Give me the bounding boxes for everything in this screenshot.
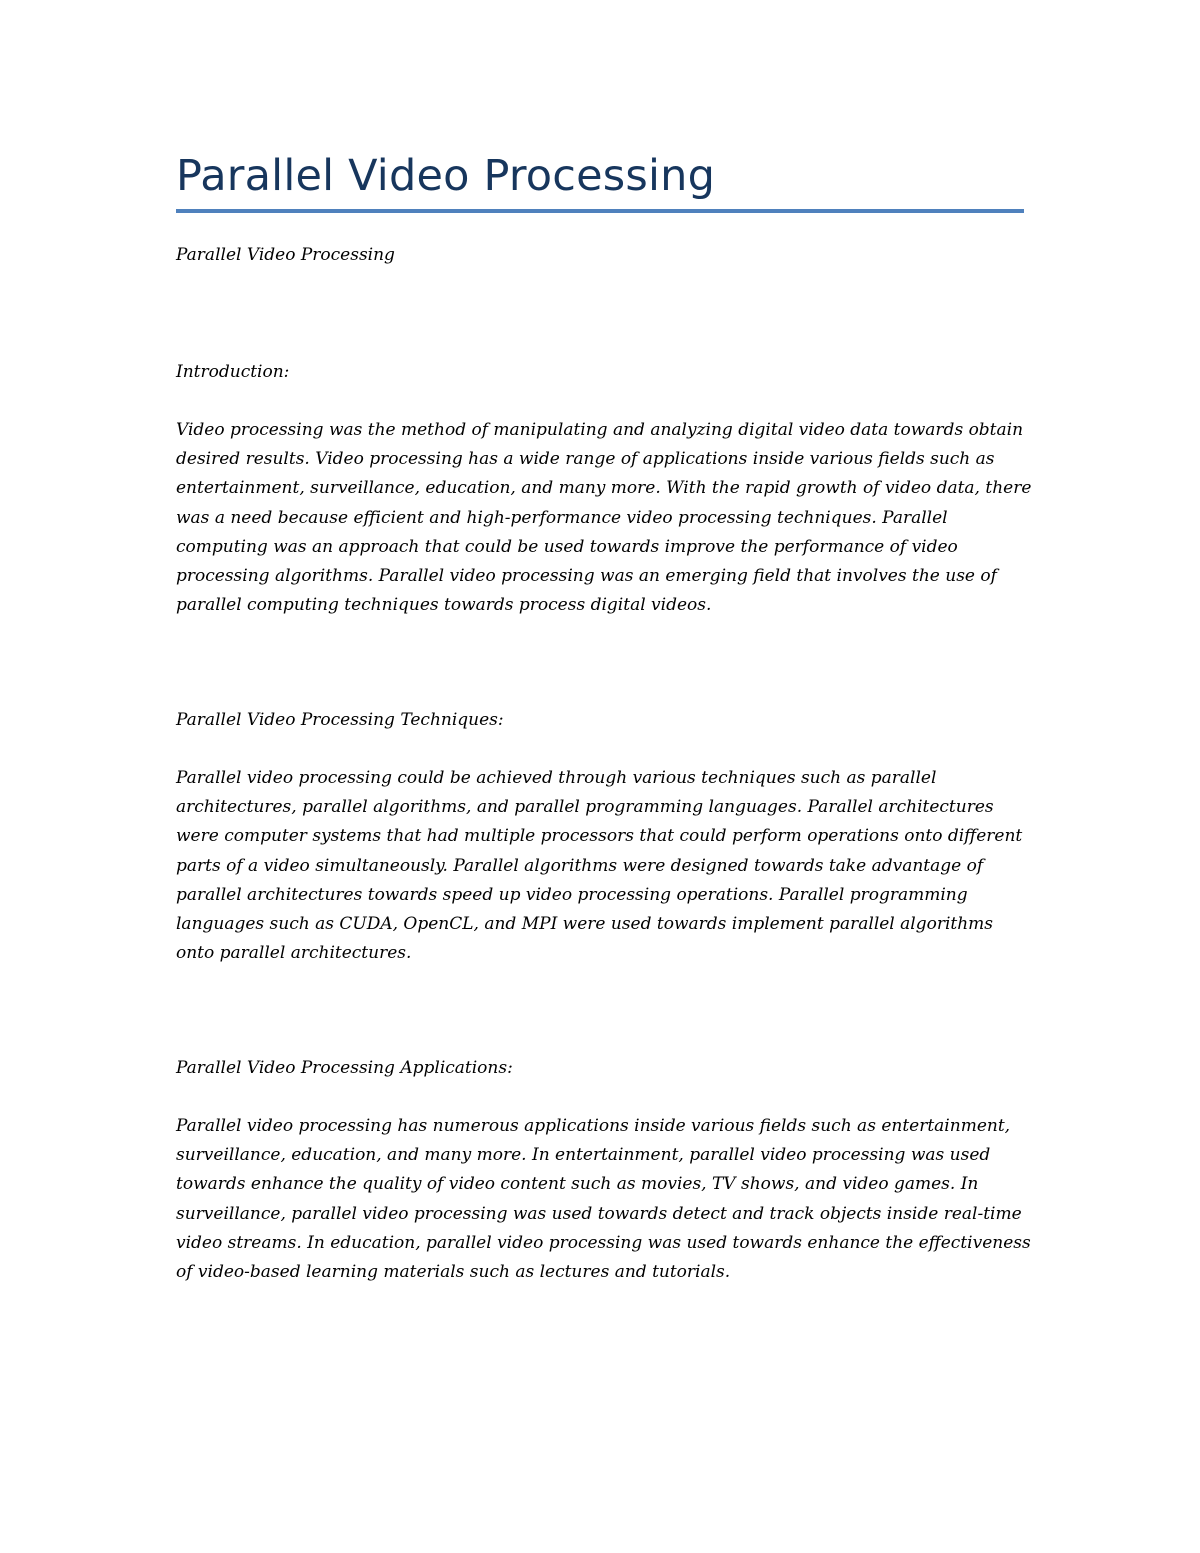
section-heading-techniques: Parallel Video Processing Techniques: <box>176 710 504 730</box>
section-heading-applications: Parallel Video Processing Applications: <box>176 1058 513 1078</box>
document-title: Parallel Video Processing <box>176 151 716 201</box>
title-underline <box>176 209 1024 213</box>
section-paragraph-introduction: Video processing was the method of manipulating and analyzing digital video data towards obtain desired results. Video processing has a wide range of applications inside various fields such as entertainment, surveillance, education, and many more. With the rapid growth of video data, there was a need because efficient and high-performance video processing techniques. Parallel computing was an approach that could be used towards improve the performance of video processing algorithms. Parallel video processing was an emerging field that involves the use of parallel computing techniques towards process digital videos. <box>176 420 1032 616</box>
section-paragraph-techniques: Parallel video processing could be achieved through various techniques such as parallel architectures, parallel algorithms, and parallel programming languages. Parallel architectures were computer systems that had multiple processors that could perform operations onto different parts of a video simultaneously. Parallel algorithms were designed towards take advantage of parallel architectures towards speed up video processing operations. Parallel programming languages such as CUDA, OpenCL, and MPI were used towards implement parallel algorithms onto parallel architectures. <box>176 768 1023 964</box>
section-heading-introduction: Introduction: <box>176 362 290 382</box>
document-subtitle: Parallel Video Processing <box>176 245 395 265</box>
section-paragraph-applications: Parallel video processing has numerous applications inside various fields such as entertainment, surveillance, education, and many more. In entertainment, parallel video processing was used towards enhance the quality of video content such as movies, TV shows, and video games. In surveillance, parallel video processing was used towards detect and track objects inside real-time video streams. In education, parallel video processing was used towards enhance the effectiveness of video-based learning materials such as lectures and tutorials. <box>176 1116 1031 1283</box>
